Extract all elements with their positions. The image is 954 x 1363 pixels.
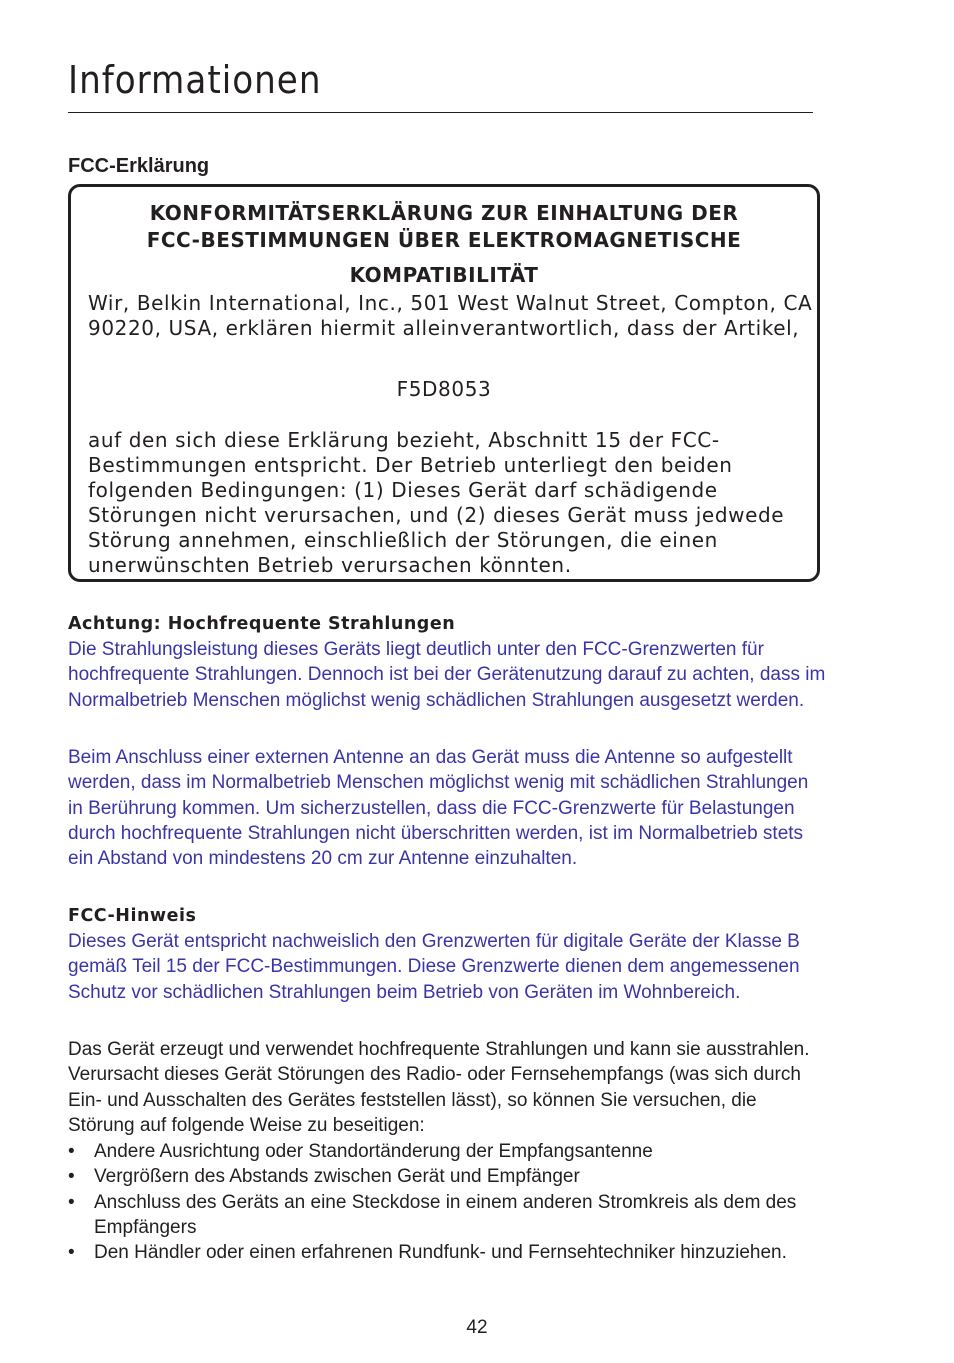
remedy-list bbox=[68, 1139, 828, 1265]
declaration-title-line-2: FCC-BESTIMMUNGEN ÜBER ELEKTROMAGNETISCHE bbox=[146, 228, 742, 252]
bullet-icon: • bbox=[68, 1242, 75, 1264]
declaration-intro: Wir, Belkin International, Inc., 501 West Walnut Street, Compton, CA 90220, USA, erklären hiermit alleinverantwortlich, dass der Artikel, bbox=[88, 291, 813, 340]
declaration-title-line-3: KOMPATIBILITÄT bbox=[349, 263, 539, 287]
declaration-model-number: F5D8053 bbox=[396, 377, 492, 401]
list-item bbox=[68, 1190, 828, 1241]
page-number: 42 bbox=[466, 1317, 488, 1338]
fcc-notice-paragraph-1: Dieses Gerät entspricht nachweislich den Grenzwerten für digitale Geräte der Klasse B gemäß Teil 15 der FCC-Bestimmungen. Diese Grenzwerte dienen dem angemessenen Schutz vor schädlichen Strahlungen beim Betrieb von Geräten im Wohnbereich. bbox=[68, 931, 800, 1003]
bullet-icon: • bbox=[68, 1166, 75, 1188]
list-item-text: Den Händler oder einen erfahrenen Rundfunk- und Fernsehtechniker hinzuziehen. bbox=[94, 1242, 787, 1264]
declaration-title-line-1: KONFORMITÄTSERKLÄRUNG ZUR EINHALTUNG DER bbox=[149, 201, 739, 225]
declaration-statement: auf den sich diese Erklärung bezieht, Abschnitt 15 der FCC-Bestimmungen entspricht. Der Betrieb unterliegt den beiden folgenden Bedingungen: (1) Dieses Gerät darf schädigende Störungen nicht verursachen, und (2) dieses Gerät muss jedwede Störung annehmen, einschließlich der Störungen, die einen unerwünschten Betrieb verursachen könnten. bbox=[88, 428, 785, 577]
declaration-box bbox=[68, 184, 820, 582]
radiation-paragraph-1: Die Strahlungsleistung dieses Geräts liegt deutlich unter den FCC-Grenzwerten für hochfrequente Strahlungen. Dennoch ist bei der Gerätenutzung darauf zu achten, dass im Normalbetrieb Menschen möglichst wenig schädlichen Strahlungen ausgesetzt werden. bbox=[68, 639, 826, 711]
list-item bbox=[68, 1139, 828, 1164]
radiation-heading: Achtung: Hochfrequente Strahlungen bbox=[68, 614, 456, 634]
list-item-text: Anschluss des Geräts an eine Steckdose in einem anderen Stromkreis als dem des Empfängers bbox=[94, 1191, 797, 1238]
fcc-notice-paragraph-2: Das Gerät erzeugt und verwendet hochfrequente Strahlungen und kann sie ausstrahlen. Verursacht dieses Gerät Störungen des Radio- oder Fernsehempfangs (was sich durch Ein- und Ausschalten des Gerätes feststellen lässt), so können Sie versuchen, die Störung auf folgende Weise zu beseitigen: bbox=[68, 1039, 810, 1136]
bullet-icon: • bbox=[68, 1141, 75, 1162]
radiation-paragraph-2: Beim Anschluss einer externen Antenne an das Gerät muss die Antenne so aufgestellt werden, dass im Normalbetrieb Menschen möglichst wenig mit schädlichen Strahlungen in Berührung kommen. Um sicherzustellen, dass die FCC-Grenzwerte für Belastungen durch hochfrequente Strahlungen nicht überschritten werden, ist im Normalbetrieb stets ein Abstand von mindestens 20 cm zur Antenne einzuhalten. bbox=[68, 747, 809, 870]
page-title: Informationen bbox=[68, 58, 322, 102]
fcc-notice-heading: FCC-Hinweis bbox=[68, 906, 197, 926]
fcc-declaration-heading: FCC-Erklärung bbox=[68, 155, 210, 177]
list-item-text: Andere Ausrichtung oder Standortänderung der Empfangsantenne bbox=[94, 1141, 653, 1162]
title-divider bbox=[68, 112, 813, 113]
list-item-text: Vergrößern des Abstands zwischen Gerät und Empfänger bbox=[94, 1166, 580, 1188]
list-item bbox=[68, 1240, 828, 1265]
list-item bbox=[68, 1164, 828, 1189]
bullet-icon: • bbox=[68, 1191, 75, 1213]
